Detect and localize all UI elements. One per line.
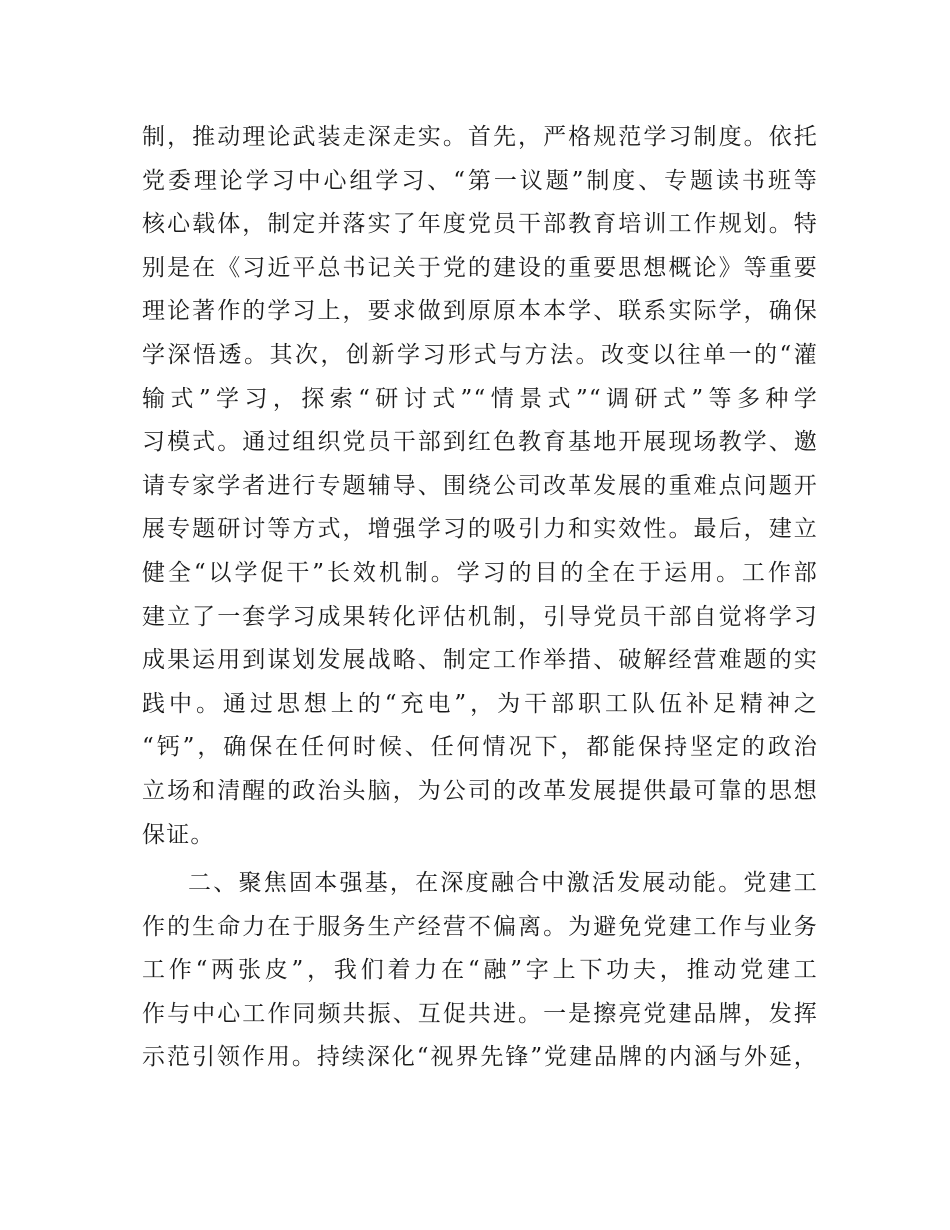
text-line: 理论著作的学习上，要求做到原原本本学、联系实际学，确保 bbox=[142, 298, 818, 325]
text-line: 作与中心工作同频共振、互促共进。一是擦亮党建品牌，发挥 bbox=[142, 1000, 818, 1027]
text-line: 别是在《习近平总书记关于党的建设的重要思想概论》等重要 bbox=[142, 254, 818, 281]
text-line: 习模式。通过组织党员干部到红色教育基地开展现场教学、邀 bbox=[142, 429, 818, 456]
text-line: 立场和清醒的政治头脑，为公司的改革发展提供最可靠的思想 bbox=[142, 777, 818, 804]
text-line: 保证。 bbox=[142, 821, 215, 848]
paragraph-2 bbox=[142, 862, 818, 1080]
text-line: 输式”学习，探索“研讨式”“情景式”“调研式”等多种学 bbox=[142, 385, 818, 412]
paragraph-1 bbox=[142, 116, 818, 857]
text-line: 作的生命力在于服务生产经营不偏离。为避免党建工作与业务 bbox=[142, 913, 818, 940]
text-line: “钙”，确保在任何时候、任何情况下，都能保持坚定的政治 bbox=[142, 734, 818, 761]
text-line: 践中。通过思想上的“充电”，为干部职工队伍补足精神之 bbox=[142, 690, 818, 717]
text-line: 制，推动理论武装走深走实。首先，严格规范学习制度。依托 bbox=[142, 124, 818, 150]
text-line: 成果运用到谋划发展战略、制定工作举措、破解经营难题的实 bbox=[142, 647, 818, 674]
text-line: 学深悟透。其次，创新学习形式与方法。改变以往单一的“灌 bbox=[142, 341, 818, 368]
text-line: 核心载体，制定并落实了年度党员干部教育培训工作规划。特 bbox=[142, 211, 818, 238]
text-line: 示范引领作用。持续深化“视界先锋”党建品牌的内涵与外延， bbox=[142, 1044, 818, 1071]
text-line: 党委理论学习中心组学习、“第一议题”制度、专题读书班等 bbox=[142, 167, 818, 194]
text-line: 工作“两张皮”，我们着力在“融”字上下功夫，推动党建工 bbox=[142, 957, 818, 984]
section-heading-line: 二、聚焦固本强基，在深度融合中激活发展动能。党建工 bbox=[188, 870, 818, 896]
text-line: 展专题研讨等方式，增强学习的吸引力和实效性。最后，建立 bbox=[142, 516, 818, 543]
text-line: 请专家学者进行专题辅导、围绕公司改革发展的重难点问题开 bbox=[142, 472, 818, 499]
text-line: 健全“以学促干”长效机制。学习的目的全在于运用。工作部 bbox=[142, 559, 818, 586]
text-line: 建立了一套学习成果转化评估机制，引导党员干部自觉将学习 bbox=[142, 603, 818, 630]
